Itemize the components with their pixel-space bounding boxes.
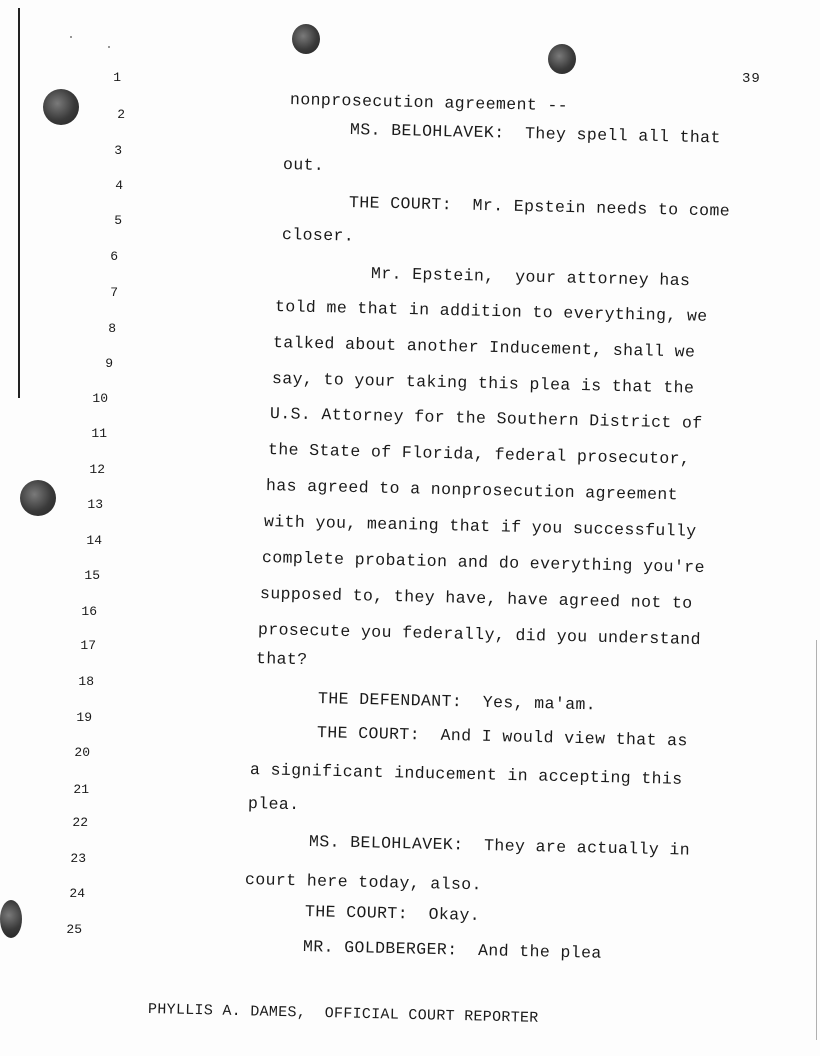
line-number: 6	[110, 249, 118, 264]
court-reporter-footer: PHYLLIS A. DAMES, OFFICIAL COURT REPORTER	[147, 1001, 539, 1027]
line-number: 18	[78, 674, 94, 689]
punch-mark-1	[292, 24, 320, 54]
line-number: 9	[105, 356, 113, 371]
line-number: 20	[74, 745, 90, 760]
transcript-line: MS. BELOHLAVEK: They spell all that	[349, 120, 721, 148]
line-number: 23	[70, 851, 86, 866]
punch-mark-2	[548, 44, 576, 74]
line-number: 8	[108, 321, 116, 336]
line-number: 11	[91, 426, 107, 441]
transcript-line: a significant inducement in accepting this	[249, 760, 683, 789]
transcript-line: MR. GOLDBERGER: And the plea	[302, 937, 602, 963]
transcript-line: supposed to, they have, have agreed not to	[259, 584, 693, 613]
transcript-line: THE COURT: And I would view that as	[316, 723, 688, 751]
line-number: 21	[73, 782, 89, 797]
transcript-line: say, to your taking this plea is that the	[271, 369, 695, 398]
line-number: 1	[113, 70, 121, 85]
page-edge-shadow	[18, 8, 20, 398]
line-number: 4	[115, 178, 123, 193]
transcript-line: the State of Florida, federal prosecutor,	[267, 440, 691, 469]
line-number: 7	[110, 285, 118, 300]
transcript-line: that?	[255, 649, 308, 670]
page-number: 39	[742, 71, 761, 87]
binder-hole-2	[20, 480, 56, 516]
speck	[70, 36, 72, 38]
transcript-line: Mr. Epstein, your attorney has	[370, 264, 691, 291]
transcript-line: out.	[282, 155, 325, 175]
transcript-line: court here today, also.	[244, 870, 483, 895]
transcript-line: with you, meaning that if you successfully	[263, 512, 697, 541]
transcript-line: talked about another Inducement, shall we	[272, 333, 696, 362]
transcript-line: THE COURT: Mr. Epstein needs to come	[348, 193, 731, 221]
transcript-line: prosecute you federally, did you understand	[257, 620, 702, 650]
line-number: 19	[76, 710, 92, 725]
line-number: 22	[72, 815, 88, 830]
line-number: 16	[81, 604, 97, 619]
transcript-line: U.S. Attorney for the Southern District of	[269, 404, 703, 433]
transcript-line: told me that in addition to everything, we	[274, 297, 708, 326]
line-number: 13	[87, 497, 103, 512]
transcript-line: closer.	[281, 225, 355, 246]
page-edge-line	[816, 640, 817, 1040]
line-number: 17	[80, 638, 96, 653]
line-number: 5	[114, 213, 122, 228]
binder-hole-3	[0, 900, 22, 938]
line-number: 2	[117, 107, 125, 122]
transcript-line: THE COURT: Okay.	[304, 902, 481, 925]
transcript-line: plea.	[247, 794, 300, 815]
transcript-line: nonprosecution agreement --	[289, 90, 569, 116]
line-number: 12	[89, 462, 105, 477]
line-number: 24	[69, 886, 85, 901]
speck	[108, 46, 110, 48]
line-number: 10	[92, 391, 108, 406]
transcript-line: THE DEFENDANT: Yes, ma'am.	[317, 689, 597, 715]
transcript-line: complete probation and do everything you're	[261, 548, 706, 578]
line-number: 15	[84, 568, 100, 583]
line-number: 14	[86, 533, 102, 548]
binder-hole-1	[43, 89, 79, 125]
line-number: 3	[114, 143, 122, 158]
transcript-line: has agreed to a nonprosecution agreement	[265, 476, 679, 505]
transcript-line: MS. BELOHLAVEK: They are actually in	[308, 832, 691, 860]
line-number: 25	[66, 922, 82, 937]
